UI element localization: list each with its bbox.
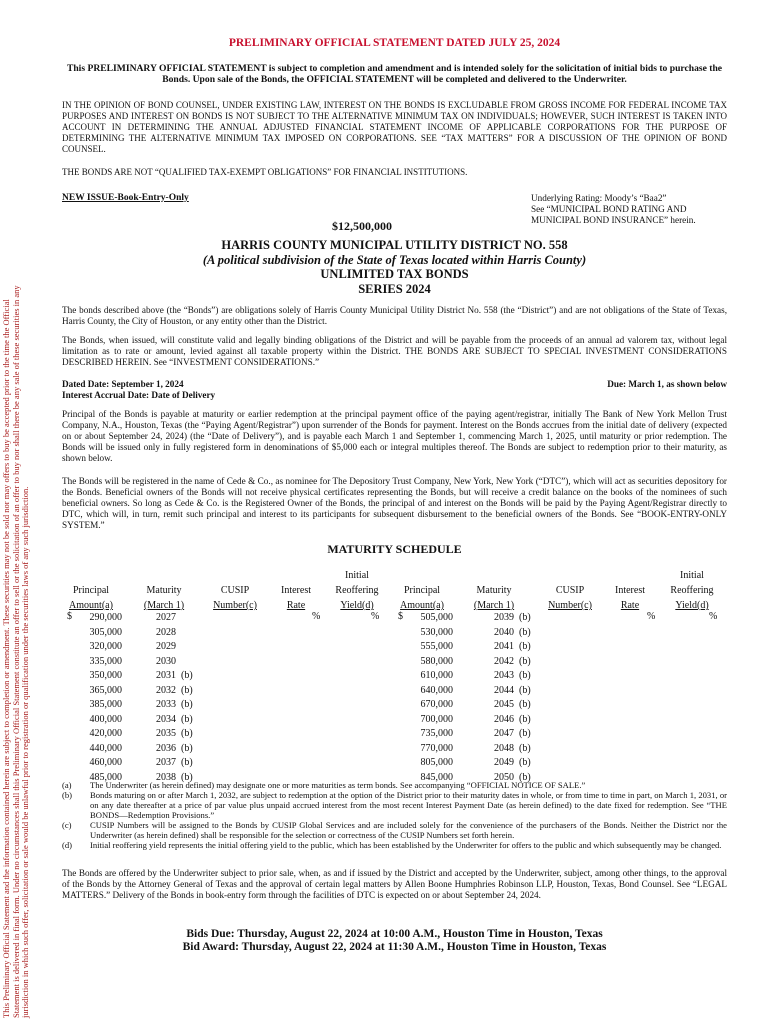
preliminary-notice: This PRELIMINARY OFFICIAL STATEMENT is subject to completion and amendment and is intended solely for the solicitation of initial bids to purchase the Bonds. Upon sale of the Bonds, the OFFICIAL STATEMENT will be completed and delivered to the Underwriter. [66,63,723,85]
issuer-name: HARRIS COUNTY MUNICIPAL UTILITY DISTRICT NO. 558 [221,238,568,252]
maturity-cell [143,655,203,670]
redemption-note: (b) [519,742,531,754]
principal-amount-cell: 320,000 [89,641,122,652]
maturity-cell [143,611,203,626]
sidebar-line: jurisdiction in which such offer, solicitation or sale would be unlawful prior to registration or qualification under the securities laws of any such jurisdiction. [20,486,31,1018]
issue-amount: $12,500,000 [332,219,392,233]
principal-amount-cell: 460,000 [89,757,122,768]
yield-percent-sign: % [371,611,380,622]
maturity-year: 2030 [156,655,176,667]
principal-amount-cell: 505,000 [420,612,453,623]
header-maturity: Maturity (March 1) [473,585,515,611]
principal-amount-cell: 350,000 [89,670,122,681]
redemption-note: (b) [181,670,193,681]
principal-amount-cell: 290,000 [89,612,122,623]
maturity-cell [484,626,544,641]
redemption-note: (b) [519,713,531,725]
redemption-note: (b) [181,699,193,710]
principal-amount-cell: 335,000 [89,655,122,667]
redemption-note: (b) [181,771,193,783]
paragraph-security: The Bonds, when issued, will constitute valid and legally binding obligations of the District and will be payable from the proceeds of an annual ad valorem tax, without legal limitation as to rate or amount, levied against all taxable property within the District. THE BONDS ARE SUBJECT TO SPECIAL INVESTMENT CONSIDERATIONS DESCRIBED HEREIN. See “INVESTMENT CONSIDERATIONS.” [62,335,727,367]
maturity-cell [143,640,203,655]
due-date: Due: March 1, as shown below [607,379,727,389]
not-qualified-notice: THE BONDS ARE NOT “QUALIFIED TAX-EXEMPT OBLIGATIONS” FOR FINANCIAL INSTITUTIONS. [62,167,468,177]
maturity-schedule-title: MATURITY SCHEDULE [327,542,462,556]
principal-amount-cell: 845,000 [420,771,453,783]
maturity-year: 2032 [156,684,176,696]
maturity-cell [143,742,203,757]
left-maturity-column [143,611,203,785]
principal-amount-cell: 400,000 [89,713,122,725]
maturity-cell [484,611,544,626]
new-issue-label: NEW ISSUE-Book-Entry-Only [62,193,189,203]
principal-amount-cell: 610,000 [420,670,453,681]
maturity-year: 2029 [156,641,176,652]
paragraph-offering: The Bonds are offered by the Underwriter subject to prior sale, when, as and if issued by the District and accepted by the Underwriter, subject, among other things, to the approval of the Bonds by the Attorney General of Texas and the approval of certain legal matters by Allen Boone Humphries Robinson LLP, Houston, Texas, Bond Counsel. See “LEGAL MATTERS.” Delivery of the Bonds in book-entry form through the facilities of DTC is expected on or about September 24, 2024. [62,868,727,900]
maturity-year: 2042 [494,655,514,667]
principal-amount-cell: 640,000 [420,684,453,696]
maturity-year: 2043 [494,670,514,681]
footnote-text: The Underwriter (as herein defined) may designate one or more maturities as term bonds. See accompanying “OFFICIAL NOTICE OF SALE.” [90,780,586,790]
principal-amount-cell: 580,000 [420,655,453,667]
footnote [62,780,727,790]
principal-amount-cell: 305,000 [89,626,122,638]
maturity-cell [143,626,203,641]
redemption-note: (b) [519,612,531,623]
maturity-year: 2028 [156,626,176,638]
maturity-cell [484,742,544,757]
maturity-cell [484,727,544,742]
maturity-cell [143,684,203,699]
maturity-year: 2047 [494,728,514,739]
rating-block [531,193,731,226]
interest-percent-sign: % [312,611,321,622]
maturity-cell [484,640,544,655]
principal-amount-cell: 700,000 [420,713,453,725]
maturity-cell [484,684,544,699]
header-yield: Initial Reoffering Yield(d) [670,570,714,611]
maturity-cell [484,756,544,771]
redemption-note: (b) [519,670,531,681]
footnote-key: (d) [62,840,73,850]
principal-amount-cell: 805,000 [420,757,453,768]
maturity-year: 2044 [494,684,514,696]
principal-amount-cell: 770,000 [420,742,453,754]
header-cusip: CUSIP Number(c) [548,585,592,611]
maturity-cell [484,698,544,713]
footnote [62,820,727,840]
maturity-year: 2033 [156,699,176,710]
redemption-note: (b) [181,713,193,725]
principal-amount-cell: 670,000 [420,699,453,710]
principal-amount-cell: 365,000 [89,684,122,696]
redemption-note: (b) [519,626,531,638]
header-principal: Principal Amount(a) [400,585,444,611]
maturity-year: 2038 [156,771,176,783]
right-amount-column [409,611,453,785]
maturity-year: 2036 [156,742,176,754]
header-cusip: CUSIP Number(c) [213,585,257,611]
footnote-key: (b) [62,790,73,800]
rating-line: Underlying Rating: Moody’s “Baa2” [531,193,667,203]
dollar-sign: $ [67,611,72,622]
maturity-cell [484,713,544,728]
maturity-cell [484,655,544,670]
sidebar-line: This Preliminary Official Statement and the information contained herein are subject to completion or amendment. These securities may not be sold nor may offers to buy be accepted prior to the time the Official [1,299,11,1018]
redemption-note: (b) [519,728,531,739]
maturity-year: 2049 [494,757,514,768]
maturity-year: 2037 [156,757,176,768]
dated-date: Dated Date: September 1, 2024 [62,379,184,389]
maturity-cell [143,756,203,771]
maturity-year: 2048 [494,742,514,754]
footnote-text: Initial reoffering yield represents the initial offering yield to the public, which has been established by the Underwriter for offers to the public and which subsequently may be changed. [90,840,722,850]
footnote-key: (c) [62,820,72,830]
maturity-year: 2040 [494,626,514,638]
maturity-year: 2045 [494,699,514,710]
header-interest: Interest Rate [281,585,311,611]
redemption-note: (b) [519,641,531,652]
maturity-year: 2031 [156,670,176,681]
header-principal: Principal Amount(a) [69,585,113,611]
interest-percent-sign: % [647,611,656,622]
paragraph-obligations: The bonds described above (the “Bonds”) are obligations solely of Harris County Municipal Utility District No. 558 (the “District”) and are not obligations of the State of Texas, Harris County, the City of Houston, or any entity other than the District. [62,305,727,326]
header-interest: Interest Rate [615,585,645,611]
footnote [62,840,727,850]
maturity-year: 2046 [494,713,514,725]
accrual-date: Interest Accrual Date: Date of Delivery [62,390,216,400]
footnote-key: (a) [62,780,72,790]
redemption-note: (b) [519,771,531,783]
yield-percent-sign: % [709,611,718,622]
maturity-cell [143,713,203,728]
paragraph-payment: Principal of the Bonds is payable at maturity or earlier redemption at the principal payment office of the paying agent/registrar, initially The Bank of New York Mellon Trust Company, N.A., Houston, Texas (the “Paying Agent/Registrar”) upon surrender of the Bonds for payment. Interest on the Bonds accrues from the initial date of delivery (expected on or about September 24, 2024) (the “Date of Delivery”), and is payable each March 1 and September 1, commencing March 1, 2025, until maturity or prior redemption. The Bonds will be issued only in fully registered form in denominations of $5,000 each or integral multiples thereof. The Bonds are subject to redemption prior to their maturity, as shown below. [62,409,727,463]
footnote-text: Bonds maturing on or after March 1, 2032, are subject to redemption at the option of the District prior to their maturity dates in whole, or from time to time in part, on March 1, 2031, or on any date thereafter at a price of par value plus unpaid accrued interest from the most recent Interest Payment Date (as herein defined) to the date fixed for redemption. See “THE BONDS—Redemption Provisions.” [90,790,727,820]
principal-amount-cell: 420,000 [89,728,122,739]
redemption-note: (b) [181,728,193,739]
footnote [62,790,727,820]
rating-line: MUNICIPAL BOND INSURANCE” herein. [531,215,696,225]
redemption-note: (b) [181,684,193,696]
header-yield: Initial Reoffering Yield(d) [335,570,379,611]
maturity-year: 2034 [156,713,176,725]
maturity-cell [143,669,203,684]
bids-block [62,928,727,954]
principal-amount-cell: 440,000 [89,742,122,754]
bond-series: SERIES 2024 [358,282,431,296]
rating-line: See “MUNICIPAL BOND RATING AND [531,204,687,214]
redemption-note: (b) [181,757,193,768]
page-title: PRELIMINARY OFFICIAL STATEMENT DATED JULY 25, 2024 [228,37,561,49]
bond-type: UNLIMITED TAX BONDS [320,267,469,281]
maturity-year: 2035 [156,728,176,739]
principal-amount-cell: 385,000 [89,699,122,710]
redemption-note: (b) [519,684,531,696]
maturity-year: 2050 [494,771,514,783]
header-maturity: Maturity (March 1) [143,585,185,611]
principal-amount-cell: 555,000 [420,641,453,652]
principal-amount-cell: 530,000 [420,626,453,638]
maturity-year: 2041 [494,641,514,652]
maturity-cell [143,727,203,742]
footnote-text: CUSIP Numbers will be assigned to the Bonds by CUSIP Global Services and are included solely for the convenience of the purchasers of the Bonds. Neither the District nor the Underwriter (as herein defined) shall be responsible for the selection or correctness of the CUSIP Numbers set forth herein. [90,820,727,840]
redemption-note: (b) [519,699,531,710]
left-amount-column [78,611,122,785]
sidebar-line: Statement is delivered in final form. Under no circumstances shall this Preliminary Official Statement constitute an offer to sell or the solicitation of an offer to buy nor shall there be any sale of these securities in any [10,285,21,1018]
bids-due: Bids Due: Thursday, August 22, 2024 at 10:00 A.M., Houston Time in Houston, Texas [186,928,603,940]
maturity-cell [143,698,203,713]
issuer-subtitle: (A political subdivision of the State of Texas located within Harris County) [202,253,587,267]
footnotes [62,780,727,850]
maturity-cell [484,669,544,684]
dated-block [62,379,215,401]
redemption-note: (b) [181,742,193,754]
paragraph-book-entry: The Bonds will be registered in the name of Cede & Co., as nominee for The Depository Trust Company, New York, New York (“DTC”), which will act as securities depository for the Bonds. Beneficial owners of the Bonds will not receive physical certificates representing the Bonds, but will receive a credit balance on the books of the nominees of such beneficial owners. So long as Cede & Co. is the Registered Owner of the Bonds, the principal of and interest on the Bonds will be paid by the Paying Agent/Registrar directly to DTC, which will, in turn, remit such principal and interest to its participants for subsequent disbursement to the beneficial owners of the Bonds. See “BOOK-ENTRY-ONLY SYSTEM.” [62,476,727,530]
dollar-sign: $ [398,611,403,622]
bid-award: Bid Award: Thursday, August 22, 2024 at 11:30 A.M., Houston Time in Houston, Texas [182,941,607,953]
redemption-note: (b) [519,757,531,768]
sidebar-disclaimer [2,28,31,1018]
redemption-note: (b) [519,655,531,667]
principal-amount-cell: 735,000 [420,728,453,739]
maturity-year: 2027 [156,612,176,623]
tax-opinion: IN THE OPINION OF BOND COUNSEL, UNDER EXISTING LAW, INTEREST ON THE BONDS IS EXCLUDABLE FROM GROSS INCOME FOR FEDERAL INCOME TAX PURPOSES AND INTEREST ON BONDS IS NOT SUBJECT TO THE ALTERNATIVE MINIMUM TAX ON INDIVIDUALS; HOWEVER, SUCH INTEREST IS TAKEN INTO ACCOUNT IN DETERMINING THE ANNUAL ADJUSTED FINANCIAL STATEMENT INCOME OF APPLICABLE CORPORATIONS FOR THE PURPOSE OF DETERMINING THE ALTERNATIVE MINIMUM TAX IMPOSED ON CORPORATIONS. SEE “TAX MATTERS” FOR A DISCUSSION OF THE OPINION OF BOND COUNSEL. [62,100,727,154]
right-maturity-column [484,611,544,785]
principal-amount-cell: 485,000 [89,771,122,783]
maturity-year: 2039 [494,612,514,623]
